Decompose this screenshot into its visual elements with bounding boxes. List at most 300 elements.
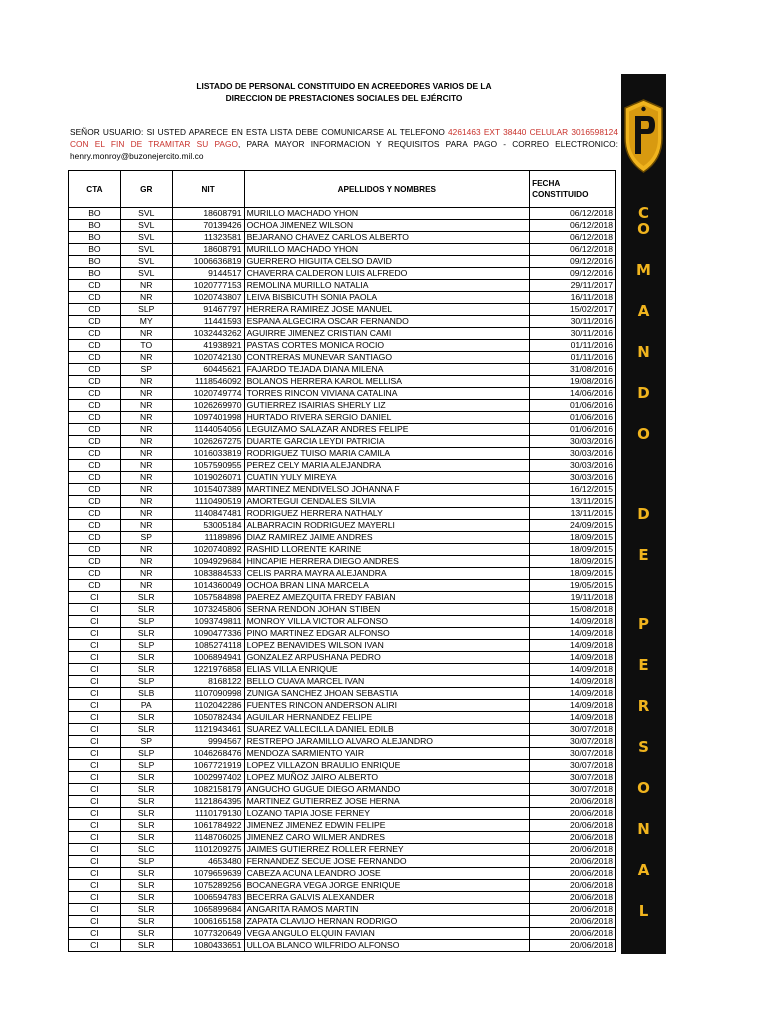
banner-letter: N <box>637 820 650 838</box>
cell-nit: 1061784922 <box>172 820 244 832</box>
cell-cta: BO <box>69 268 121 280</box>
table-row <box>69 376 616 388</box>
banner-letter: M <box>636 261 651 279</box>
table-row <box>69 328 616 340</box>
cell-cta: CI <box>69 832 121 844</box>
table-row <box>69 532 616 544</box>
cell-date: 20/06/2018 <box>530 844 616 856</box>
banner-letter: O <box>637 779 650 797</box>
cell-name: LOZANO TAPIA JOSE FERNEY <box>244 808 530 820</box>
cell-name: OCHOA BRAN LINA MARCELA <box>244 580 530 592</box>
cell-date: 24/09/2015 <box>530 520 616 532</box>
cell-gr: NR <box>120 448 172 460</box>
cell-date: 01/06/2016 <box>530 424 616 436</box>
cell-name: TORRES RINCON VIVIANA CATALINA <box>244 388 530 400</box>
cell-cta: CD <box>69 352 121 364</box>
cell-date: 20/06/2018 <box>530 796 616 808</box>
cell-date: 30/07/2018 <box>530 772 616 784</box>
banner-letter: P <box>638 615 649 633</box>
cell-gr: SVL <box>120 244 172 256</box>
cell-cta: CI <box>69 664 121 676</box>
document-title <box>70 80 618 104</box>
cell-name: RODRIGUEZ HERRERA NATHALY <box>244 508 530 520</box>
cell-cta: CD <box>69 448 121 460</box>
cell-nit: 1110179130 <box>172 808 244 820</box>
table-row <box>69 448 616 460</box>
cell-cta: CD <box>69 472 121 484</box>
cell-cta: CD <box>69 556 121 568</box>
cell-gr: SLR <box>120 820 172 832</box>
cell-cta: CD <box>69 400 121 412</box>
cell-date: 18/09/2015 <box>530 544 616 556</box>
cell-name: PAEREZ AMEZQUITA FREDY FABIAN <box>244 592 530 604</box>
table-row <box>69 592 616 604</box>
cell-gr: SP <box>120 736 172 748</box>
cell-name: FUENTES RINCON ANDERSON ALIRI <box>244 700 530 712</box>
cell-cta: CI <box>69 772 121 784</box>
cell-nit: 91467797 <box>172 304 244 316</box>
cell-name: BOCANEGRA VEGA JORGE ENRIQUE <box>244 880 530 892</box>
cell-cta: CI <box>69 616 121 628</box>
cell-nit: 1101209275 <box>172 844 244 856</box>
cell-date: 15/02/2017 <box>530 304 616 316</box>
cell-nit: 1080433651 <box>172 940 244 952</box>
cell-name: PASTAS CORTES MONICA ROCIO <box>244 340 530 352</box>
cell-date: 20/06/2018 <box>530 808 616 820</box>
table-body <box>69 208 616 952</box>
cell-nit: 11189896 <box>172 532 244 544</box>
cell-nit: 1026269970 <box>172 400 244 412</box>
cell-cta: CD <box>69 532 121 544</box>
table-row <box>69 628 616 640</box>
cell-nit: 1032443262 <box>172 328 244 340</box>
header-names: APELLIDOS Y NOMBRES <box>244 171 530 208</box>
cell-nit: 1093749811 <box>172 616 244 628</box>
table-row <box>69 808 616 820</box>
cell-nit: 1073245806 <box>172 604 244 616</box>
cell-name: HINCAPIE HERRERA DIEGO ANDRES <box>244 556 530 568</box>
cell-name: PEREZ CELY MARIA ALEJANDRA <box>244 460 530 472</box>
cell-name: ALBARRACIN RODRIGUEZ MAYERLI <box>244 520 530 532</box>
cell-date: 14/09/2018 <box>530 652 616 664</box>
cell-name: MURILLO MACHADO YHON <box>244 208 530 220</box>
cell-gr: SLR <box>120 712 172 724</box>
cell-date: 14/09/2018 <box>530 676 616 688</box>
cell-gr: NR <box>120 352 172 364</box>
cell-date: 20/06/2018 <box>530 892 616 904</box>
cell-nit: 1118546092 <box>172 376 244 388</box>
cell-name: LOPEZ BENAVIDES WILSON IVAN <box>244 640 530 652</box>
cell-gr: NR <box>120 472 172 484</box>
cell-cta: CI <box>69 628 121 640</box>
cell-date: 31/08/2016 <box>530 364 616 376</box>
table-row <box>69 640 616 652</box>
cell-gr: MY <box>120 316 172 328</box>
cell-cta: CD <box>69 424 121 436</box>
cell-name: SERNA RENDON JOHAN STIBEN <box>244 604 530 616</box>
cell-cta: CI <box>69 844 121 856</box>
cell-gr: NR <box>120 508 172 520</box>
cell-cta: CI <box>69 796 121 808</box>
cell-cta: CI <box>69 688 121 700</box>
cell-name: RESTREPO JARAMILLO ALVARO ALEJANDRO <box>244 736 530 748</box>
cell-gr: SLP <box>120 616 172 628</box>
cell-date: 19/08/2016 <box>530 376 616 388</box>
cell-date: 09/12/2016 <box>530 256 616 268</box>
cell-name: CUATIN YULY MIREYA <box>244 472 530 484</box>
cell-nit: 1077320649 <box>172 928 244 940</box>
cell-cta: CI <box>69 652 121 664</box>
header-nit: NIT <box>172 171 244 208</box>
cell-name: ZUNIGA SANCHEZ JHOAN SEBASTIA <box>244 688 530 700</box>
cell-name: LEGUIZAMO SALAZAR ANDRES FELIPE <box>244 424 530 436</box>
cell-cta: CI <box>69 700 121 712</box>
table-row <box>69 652 616 664</box>
cell-name: JAIMES GUTIERREZ ROLLER FERNEY <box>244 844 530 856</box>
cell-gr: NR <box>120 280 172 292</box>
cell-date: 20/06/2018 <box>530 928 616 940</box>
cell-cta: CD <box>69 376 121 388</box>
cell-nit: 1107090998 <box>172 688 244 700</box>
cell-nit: 1085274118 <box>172 640 244 652</box>
cell-date: 20/06/2018 <box>530 868 616 880</box>
cell-nit: 1121864395 <box>172 796 244 808</box>
cell-gr: SVL <box>120 268 172 280</box>
table-row <box>69 868 616 880</box>
cell-cta: CD <box>69 484 121 496</box>
cell-date: 30/03/2016 <box>530 472 616 484</box>
header-gr: GR <box>120 171 172 208</box>
cell-gr: SLR <box>120 928 172 940</box>
table-row <box>69 352 616 364</box>
cell-nit: 70139426 <box>172 220 244 232</box>
cell-gr: SLR <box>120 784 172 796</box>
cell-gr: TO <box>120 340 172 352</box>
table-row <box>69 844 616 856</box>
cell-name: BEJARANO CHAVEZ CARLOS ALBERTO <box>244 232 530 244</box>
cell-date: 09/12/2016 <box>530 268 616 280</box>
cell-cta: CD <box>69 580 121 592</box>
cell-name: ANGUCHO GUGUE DIEGO ARMANDO <box>244 784 530 796</box>
table-row <box>69 436 616 448</box>
comando-personal-banner <box>621 74 666 954</box>
cell-date: 14/09/2018 <box>530 616 616 628</box>
cell-nit: 1002997402 <box>172 772 244 784</box>
cell-name: MENDOZA SARMIENTO YAIR <box>244 748 530 760</box>
table-row <box>69 568 616 580</box>
cell-date: 29/11/2017 <box>530 280 616 292</box>
cell-cta: CI <box>69 604 121 616</box>
cell-cta: CD <box>69 304 121 316</box>
table-row <box>69 832 616 844</box>
cell-nit: 1057584898 <box>172 592 244 604</box>
cell-name: DIAZ RAMIREZ JAIME ANDRES <box>244 532 530 544</box>
cell-date: 15/08/2018 <box>530 604 616 616</box>
cell-gr: SP <box>120 364 172 376</box>
cell-name: RASHID LLORENTE KARINE <box>244 544 530 556</box>
cell-gr: SLP <box>120 760 172 772</box>
cell-name: JIMENEZ CARO WILMER ANDRES <box>244 832 530 844</box>
cell-nit: 1026267275 <box>172 436 244 448</box>
header-cta: CTA <box>69 171 121 208</box>
cell-date: 18/09/2015 <box>530 556 616 568</box>
cell-cta: CI <box>69 724 121 736</box>
notice-phone: 4261463 EXT 38440 CELULAR 3016598124 CON EL FIN DE TRAMITAR SU PAGO <box>70 127 618 150</box>
cell-cta: CI <box>69 712 121 724</box>
cell-nit: 1046268476 <box>172 748 244 760</box>
cell-nit: 1221976858 <box>172 664 244 676</box>
cell-nit: 1006165158 <box>172 916 244 928</box>
cell-gr: NR <box>120 568 172 580</box>
cell-date: 14/09/2018 <box>530 712 616 724</box>
cell-cta: CD <box>69 460 121 472</box>
cell-nit: 11323581 <box>172 232 244 244</box>
cell-name: ELIAS VILLA ENRIQUE <box>244 664 530 676</box>
cell-name: REMOLINA MURILLO NATALIA <box>244 280 530 292</box>
banner-letter: E <box>638 656 649 674</box>
banner-letter: O <box>637 425 650 443</box>
table-row <box>69 316 616 328</box>
table-row <box>69 292 616 304</box>
cell-cta: CD <box>69 388 121 400</box>
cell-nit: 60445621 <box>172 364 244 376</box>
cell-date: 20/06/2018 <box>530 880 616 892</box>
cell-name: CHAVERRA CALDERON LUIS ALFREDO <box>244 268 530 280</box>
table-row <box>69 400 616 412</box>
cell-gr: SLP <box>120 640 172 652</box>
cell-gr: SP <box>120 532 172 544</box>
cell-date: 30/07/2018 <box>530 784 616 796</box>
cell-gr: SLB <box>120 688 172 700</box>
table-row <box>69 820 616 832</box>
cell-nit: 1083884533 <box>172 568 244 580</box>
cell-name: RODRIGUEZ TUISO MARIA CAMILA <box>244 448 530 460</box>
cell-cta: CI <box>69 808 121 820</box>
cell-date: 14/09/2018 <box>530 664 616 676</box>
table-row <box>69 232 616 244</box>
cell-cta: CI <box>69 592 121 604</box>
banner-letter: L <box>638 902 649 920</box>
cell-cta: BO <box>69 244 121 256</box>
cell-date: 01/11/2016 <box>530 340 616 352</box>
table-row <box>69 484 616 496</box>
cell-gr: SLP <box>120 676 172 688</box>
table-row <box>69 604 616 616</box>
table-row <box>69 616 616 628</box>
table-row <box>69 580 616 592</box>
table-row <box>69 940 616 952</box>
cell-gr: SVL <box>120 256 172 268</box>
cell-nit: 1144054056 <box>172 424 244 436</box>
cell-nit: 1020777153 <box>172 280 244 292</box>
cell-cta: CD <box>69 292 121 304</box>
cell-name: BECERRA GALVIS ALEXANDER <box>244 892 530 904</box>
cell-cta: CI <box>69 892 121 904</box>
cell-gr: SLR <box>120 772 172 784</box>
table-row <box>69 544 616 556</box>
banner-letter: C <box>637 204 649 222</box>
table-row <box>69 892 616 904</box>
cell-name: ANGARITA RAMOS MARTIN <box>244 904 530 916</box>
cell-date: 30/07/2018 <box>530 724 616 736</box>
cell-nit: 1102042286 <box>172 700 244 712</box>
table-row <box>69 856 616 868</box>
table-row <box>69 220 616 232</box>
cell-name: DUARTE GARCIA LEYDI PATRICIA <box>244 436 530 448</box>
table-row <box>69 928 616 940</box>
table-row <box>69 208 616 220</box>
cell-nit: 1019026071 <box>172 472 244 484</box>
table-row <box>69 472 616 484</box>
title-line-2: DIRECCION DE PRESTACIONES SOCIALES DEL EJÉRCITO <box>225 93 463 103</box>
table-row <box>69 712 616 724</box>
banner-letter: A <box>637 302 650 320</box>
cell-name: MURILLO MACHADO YHON <box>244 244 530 256</box>
cell-nit: 1050782434 <box>172 712 244 724</box>
table-row <box>69 664 616 676</box>
cell-name: GUERRERO HIGUITA CELSO DAVID <box>244 256 530 268</box>
cell-cta: CD <box>69 364 121 376</box>
cell-date: 16/12/2015 <box>530 484 616 496</box>
personnel-table <box>68 170 616 952</box>
cell-nit: 1065899684 <box>172 904 244 916</box>
cell-nit: 1015407389 <box>172 484 244 496</box>
cell-cta: CI <box>69 748 121 760</box>
cell-date: 19/05/2015 <box>530 580 616 592</box>
cell-cta: CD <box>69 328 121 340</box>
cell-cta: BO <box>69 232 121 244</box>
cell-cta: CI <box>69 736 121 748</box>
cell-cta: CI <box>69 868 121 880</box>
cell-gr: SLR <box>120 868 172 880</box>
cell-cta: BO <box>69 208 121 220</box>
table-row <box>69 880 616 892</box>
cell-gr: NR <box>120 520 172 532</box>
cell-date: 16/11/2018 <box>530 292 616 304</box>
cell-gr: SLR <box>120 916 172 928</box>
cell-date: 20/06/2018 <box>530 856 616 868</box>
cell-name: MARTINEZ MENDIVELSO JOHANNA F <box>244 484 530 496</box>
table-row <box>69 796 616 808</box>
cell-date: 20/06/2018 <box>530 820 616 832</box>
cell-date: 01/06/2016 <box>530 412 616 424</box>
cell-gr: NR <box>120 580 172 592</box>
cell-name: AMORTEGUI CENDALES SILVIA <box>244 496 530 508</box>
cell-gr: SLP <box>120 748 172 760</box>
banner-letter: S <box>638 738 649 756</box>
cell-nit: 1090477336 <box>172 628 244 640</box>
cell-name: JIMENEZ JIMENEZ EDWIN FELIPE <box>244 820 530 832</box>
cell-nit: 53005184 <box>172 520 244 532</box>
cell-date: 20/06/2018 <box>530 832 616 844</box>
cell-date: 13/11/2015 <box>530 496 616 508</box>
cell-nit: 1020742130 <box>172 352 244 364</box>
cell-cta: CD <box>69 280 121 292</box>
cell-date: 20/06/2018 <box>530 940 616 952</box>
cell-date: 30/03/2016 <box>530 448 616 460</box>
cell-cta: CI <box>69 880 121 892</box>
cell-date: 18/09/2015 <box>530 532 616 544</box>
cell-nit: 1006594783 <box>172 892 244 904</box>
table-row <box>69 256 616 268</box>
cell-gr: SLR <box>120 664 172 676</box>
table-row <box>69 244 616 256</box>
banner-letter: D <box>637 384 650 402</box>
cell-nit: 1057590955 <box>172 460 244 472</box>
cell-cta: CD <box>69 544 121 556</box>
table-row <box>69 904 616 916</box>
cell-date: 30/07/2018 <box>530 736 616 748</box>
cell-date: 30/03/2016 <box>530 460 616 472</box>
cell-date: 30/11/2016 <box>530 328 616 340</box>
cell-date: 18/09/2015 <box>530 568 616 580</box>
table-row <box>69 700 616 712</box>
cell-nit: 1121943461 <box>172 724 244 736</box>
table-row <box>69 280 616 292</box>
table-row <box>69 772 616 784</box>
banner-letter: A <box>637 861 650 879</box>
cell-date: 06/12/2018 <box>530 208 616 220</box>
cell-cta: BO <box>69 256 121 268</box>
cell-cta: CI <box>69 676 121 688</box>
notice-text-2: , PARA MAYOR INFORMACION Y REQUISITOS PARA PAGO - CORREO ELECTRONICO: henry.monroy@buzonejercito.mil.co <box>70 139 618 162</box>
cell-cta: CI <box>69 904 121 916</box>
cell-gr: SLR <box>120 604 172 616</box>
cell-nit: 1006894941 <box>172 652 244 664</box>
cell-nit: 1020740892 <box>172 544 244 556</box>
cell-date: 01/06/2016 <box>530 400 616 412</box>
cell-gr: NR <box>120 436 172 448</box>
cell-nit: 9994567 <box>172 736 244 748</box>
cell-date: 30/03/2016 <box>530 436 616 448</box>
table-row <box>69 916 616 928</box>
table-row <box>69 724 616 736</box>
cell-name: CABEZA ACUNA LEANDRO JOSE <box>244 868 530 880</box>
table-row <box>69 460 616 472</box>
cell-name: MONROY VILLA VICTOR ALFONSO <box>244 616 530 628</box>
cell-name: AGUIRRE JIMENEZ CRISTIAN CAMI <box>244 328 530 340</box>
table-row <box>69 508 616 520</box>
cell-name: AGUILAR HERNANDEZ FELIPE <box>244 712 530 724</box>
personnel-shield-logo <box>622 98 665 174</box>
cell-nit: 1097401998 <box>172 412 244 424</box>
cell-gr: NR <box>120 484 172 496</box>
cell-gr: SLR <box>120 724 172 736</box>
cell-cta: CI <box>69 640 121 652</box>
cell-nit: 1148706025 <box>172 832 244 844</box>
cell-cta: CD <box>69 340 121 352</box>
cell-cta: CD <box>69 568 121 580</box>
table-row <box>69 304 616 316</box>
cell-name: ESPANA ALGECIRA OSCAR FERNANDO <box>244 316 530 328</box>
cell-date: 14/09/2018 <box>530 628 616 640</box>
cell-date: 01/11/2016 <box>530 352 616 364</box>
cell-name: HERRERA RAMIREZ JOSE MANUEL <box>244 304 530 316</box>
table-row <box>69 556 616 568</box>
cell-name: GONZALEZ ARPUSHANA PEDRO <box>244 652 530 664</box>
cell-cta: CD <box>69 520 121 532</box>
cell-date: 06/12/2018 <box>530 244 616 256</box>
cell-gr: NR <box>120 556 172 568</box>
notice-text-1: SEÑOR USUARIO: SI USTED APARECE EN ESTA LISTA DEBE COMUNICARSE AL TELEFONO <box>70 127 449 137</box>
cell-nit: 1014360049 <box>172 580 244 592</box>
cell-nit: 8168122 <box>172 676 244 688</box>
cell-name: PINO MARTINEZ EDGAR ALFONSO <box>244 628 530 640</box>
table-row <box>69 760 616 772</box>
cell-name: ZAPATA CLAVIJO HERNAN RODRIGO <box>244 916 530 928</box>
cell-gr: NR <box>120 388 172 400</box>
cell-cta: CI <box>69 916 121 928</box>
